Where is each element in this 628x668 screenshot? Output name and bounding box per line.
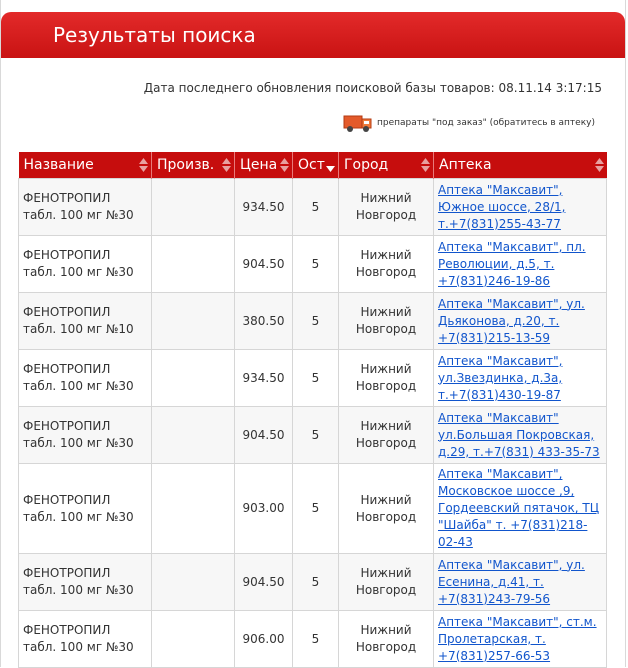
column-label: Произв. <box>157 157 215 173</box>
cell-pharmacy <box>434 554 607 611</box>
cell-price <box>235 407 293 464</box>
cell-stock-text: 5 <box>311 501 320 515</box>
cell-stock <box>293 236 339 293</box>
sort-down-arrow <box>280 166 289 172</box>
cell-price <box>235 236 293 293</box>
cell-city <box>339 179 434 236</box>
cell-price <box>235 554 293 611</box>
header-bar <box>1 12 625 58</box>
cell-stock <box>293 611 339 668</box>
page-title: Результаты поиска <box>53 23 256 47</box>
column-city[interactable] <box>339 152 434 179</box>
cell-name <box>19 407 152 464</box>
sort-down-arrow <box>421 166 430 172</box>
cell-price-text: 934.50 <box>242 199 285 214</box>
table-row <box>19 179 607 236</box>
cell-pharmacy <box>434 464 607 554</box>
cell-name-text: ФЕНОТРОПИЛ табл. 100 мг №30 <box>23 566 134 597</box>
sort-down-arrow <box>326 166 335 172</box>
cell-city <box>339 554 434 611</box>
cell-city <box>339 350 434 407</box>
pharmacy-link[interactable]: Аптека "Максавит", ул.Звездинка, д.3а, т.+7(831)430-19-87 <box>438 353 563 402</box>
column-label: Название <box>23 157 94 173</box>
cell-city <box>339 293 434 350</box>
update-date-line: Дата последнего обновления поисковой базы товаров: 08.11.14 3:17:15 <box>143 81 602 95</box>
cell-price-text: 904.50 <box>242 574 285 589</box>
cell-name <box>19 179 152 236</box>
sort-arrows-icon[interactable] <box>421 157 430 173</box>
column-label: Аптека <box>439 157 492 173</box>
pharmacy-link[interactable]: Аптека "Максавит", Южное шоссе, 28/1, т.+7(831)255-43-77 <box>438 182 566 231</box>
table-row <box>19 407 607 464</box>
cell-city <box>339 407 434 464</box>
cell-name-text: ФЕНОТРОПИЛ табл. 100 мг №10 <box>23 305 134 336</box>
cell-city-text: Нижний Новгород <box>355 566 417 597</box>
table-row <box>19 464 607 554</box>
cell-city <box>339 611 434 668</box>
cell-stock-text: 5 <box>311 370 320 385</box>
cell-name <box>19 554 152 611</box>
cell-name <box>19 464 152 554</box>
cell-price <box>235 350 293 407</box>
cell-stock-text: 5 <box>311 631 320 646</box>
cell-city-text: Нижний Новгород <box>355 419 417 450</box>
pharmacy-link[interactable]: Аптека "Максавит", ул. Есенина, д.41, т. +7(831)243-79-56 <box>438 557 585 606</box>
cell-stock-text: 5 <box>311 574 320 589</box>
pharmacy-link[interactable]: Аптека "Максавит", ул. Дьяконова, д.20, т. +7(831)215-13-59 <box>438 296 585 345</box>
cell-price-text: 904.50 <box>242 256 285 271</box>
column-label: Город <box>344 157 389 173</box>
sort-up-arrow <box>222 158 231 164</box>
sort-arrows-icon[interactable] <box>595 157 604 173</box>
sort-arrows-icon[interactable] <box>222 157 231 173</box>
pharmacy-link[interactable]: Аптека "Максавит", Московское шоссе ,9, Гордеевский пятачок, ТЦ "Шайба" т. +7(831)218-02-43 <box>438 467 600 549</box>
pharmacy-link[interactable]: Аптека "Максавит" ул.Большая Покровская, д.29, т.+7(831) 433-35-73 <box>438 410 600 459</box>
cell-maker <box>152 554 235 611</box>
cell-price <box>235 293 293 350</box>
cell-stock <box>293 293 339 350</box>
cell-stock <box>293 554 339 611</box>
cell-city-text: Нижний Новгород <box>355 623 417 654</box>
cell-stock-text: 5 <box>311 256 320 271</box>
table-row <box>19 611 607 668</box>
cell-stock <box>293 407 339 464</box>
table-row <box>19 236 607 293</box>
cell-price-text: 906.00 <box>242 631 285 646</box>
cell-city <box>339 236 434 293</box>
column-maker[interactable] <box>152 152 235 179</box>
sort-down-arrow <box>595 166 604 172</box>
cell-name-text: ФЕНОТРОПИЛ табл. 100 мг №30 <box>23 191 134 222</box>
cell-pharmacy <box>434 611 607 668</box>
pharmacy-link[interactable]: Аптека "Максавит", пл. Революции, д.5, т. +7(831)246-19-86 <box>438 239 586 288</box>
cell-name <box>19 350 152 407</box>
cell-city-text: Нижний Новгород <box>355 248 417 279</box>
cell-maker <box>152 179 235 236</box>
cell-maker <box>152 407 235 464</box>
cell-maker <box>152 464 235 554</box>
cell-price-text: 903.00 <box>242 501 285 515</box>
table-row <box>19 350 607 407</box>
column-name[interactable] <box>19 152 152 179</box>
order-note-text: препараты "под заказ" (обратитесь в аптеку) <box>376 118 595 128</box>
cell-name <box>19 293 152 350</box>
cell-pharmacy <box>434 293 607 350</box>
cell-stock-text: 5 <box>311 427 320 442</box>
cell-maker <box>152 350 235 407</box>
cell-price-text: 934.50 <box>242 370 285 385</box>
cell-price <box>235 464 293 554</box>
sort-arrows-icon[interactable] <box>139 157 148 173</box>
pharmacy-link[interactable]: Аптека "Максавит", ст.м. Пролетарская, т. +7(831)257-66-53 <box>438 614 597 663</box>
cell-price <box>235 179 293 236</box>
cell-name-text: ФЕНОТРОПИЛ табл. 100 мг №30 <box>23 623 134 654</box>
cell-pharmacy <box>434 236 607 293</box>
sort-up-arrow <box>326 158 335 164</box>
sort-up-arrow <box>280 158 289 164</box>
cell-pharmacy <box>434 407 607 464</box>
cell-maker <box>152 236 235 293</box>
table-row <box>19 293 607 350</box>
table-body <box>19 179 607 668</box>
sort-down-arrow <box>139 166 148 172</box>
sort-up-arrow <box>421 158 430 164</box>
cell-maker <box>152 611 235 668</box>
cell-stock <box>293 350 339 407</box>
cell-stock <box>293 179 339 236</box>
cell-city-text: Нижний Новгород <box>355 191 417 222</box>
cell-price-text: 904.50 <box>242 427 285 442</box>
order-legend <box>343 112 595 134</box>
cell-city-text: Нижний Новгород <box>355 305 417 336</box>
cell-pharmacy <box>434 350 607 407</box>
table-row <box>19 554 607 611</box>
cell-name <box>19 236 152 293</box>
cell-pharmacy <box>434 179 607 236</box>
cell-city <box>339 464 434 554</box>
cell-city-text: Нижний Новгород <box>355 362 417 393</box>
cell-name <box>19 611 152 668</box>
column-price[interactable] <box>235 152 293 179</box>
sort-up-arrow <box>139 158 148 164</box>
cell-stock-text: 5 <box>311 199 320 214</box>
cell-maker <box>152 293 235 350</box>
truck-icon <box>343 112 373 134</box>
cell-price-text: 380.50 <box>242 313 285 328</box>
sort-down-arrow <box>222 166 231 172</box>
column-stock[interactable] <box>293 152 339 179</box>
cell-name-text: ФЕНОТРОПИЛ табл. 100 мг №30 <box>23 419 134 450</box>
column-pharmacy[interactable] <box>434 152 607 179</box>
cell-city-text: Нижний Новгород <box>355 492 417 524</box>
sort-desc-icon[interactable] <box>326 157 335 173</box>
cell-name-text: ФЕНОТРОПИЛ табл. 100 мг №30 <box>23 362 134 393</box>
cell-name-text: ФЕНОТРОПИЛ табл. 100 мг №30 <box>23 248 134 279</box>
column-label: Цена <box>240 157 278 173</box>
cell-stock-text: 5 <box>311 313 320 328</box>
column-label: Ост <box>298 157 325 173</box>
cell-name-text: ФЕНОТРОПИЛ табл. 100 мг №30 <box>23 492 134 524</box>
sort-arrows-icon[interactable] <box>280 157 289 173</box>
results-table <box>18 152 607 668</box>
cell-price <box>235 611 293 668</box>
table-header-row <box>19 152 607 179</box>
sort-up-arrow <box>595 158 604 164</box>
cell-stock <box>293 464 339 554</box>
